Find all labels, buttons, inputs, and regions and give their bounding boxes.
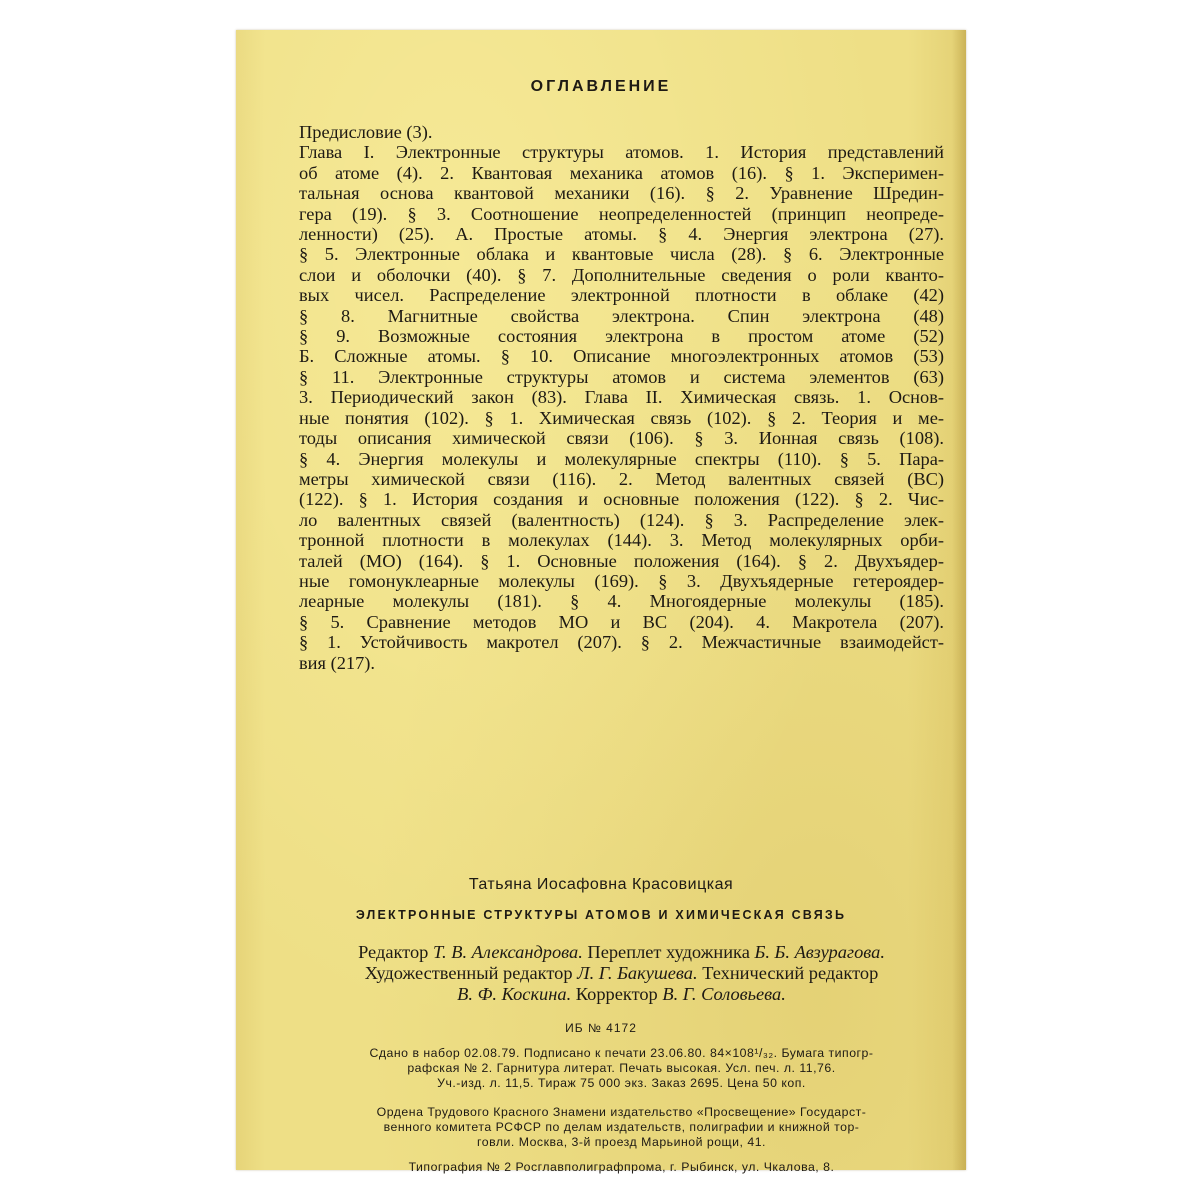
toc-line: ло валентных связей (валентность) (124). § 3. Распределение элек-	[299, 509, 944, 530]
toc-line: § 5. Сравнение методов МО и ВС (204). 4. Макротела (207).	[299, 611, 944, 632]
ib-number: ИБ № 4172	[565, 1021, 637, 1035]
credits-block	[299, 942, 944, 1005]
toc-line: слои и оболочки (40). § 7. Дополнительные сведения о роли кванто-	[299, 264, 944, 285]
credits-line	[299, 942, 944, 963]
toc-line: § 5. Электронные облака и квантовые числа (28). § 6. Электронные	[299, 244, 944, 265]
corrector-label: Корректор	[575, 984, 658, 1004]
editor-label: Редактор	[358, 942, 429, 962]
toc-line: ные гомонуклеарные молекулы (169). § 3. Двухъядерные гетероядер-	[299, 570, 944, 591]
publication-data-line: Сдано в набор 02.08.79. Подписано к печати 23.06.80. 84×108¹/₃₂. Бумага типогр-	[369, 1046, 874, 1060]
publisher-line: венного комитета РСФСР по делам издательств, полиграфии и книжной тор-	[383, 1120, 860, 1134]
book-page	[236, 30, 966, 1174]
binding-label: Переплет художника	[587, 942, 750, 962]
toc-line: § 11. Электронные структуры атомов и система элементов (63)	[299, 366, 944, 387]
author-name: Татьяна Иосафовна Красовицкая	[468, 876, 734, 893]
table-of-contents	[299, 122, 944, 673]
publication-data	[299, 1046, 944, 1091]
toc-line: ленности) (25). А. Простые атомы. § 4. Энергия электрона (27).	[299, 224, 944, 245]
toc-line: § 8. Магнитные свойства электрона. Спин электрона (48)	[299, 305, 944, 326]
publisher-info	[299, 1105, 944, 1150]
toc-line: § 4. Энергия молекулы и молекулярные спектры (110). § 5. Пара-	[299, 448, 944, 469]
toc-line: Глава I. Электронные структуры атомов. 1. История представлений	[299, 142, 944, 163]
publisher-line: говли. Москва, 3-й проезд Марьиной рощи, 41.	[477, 1135, 766, 1149]
toc-line: леарные молекулы (181). § 4. Многоядерные молекулы (185).	[299, 591, 944, 612]
tech-editor-name: В. Ф. Коскина.	[457, 984, 572, 1004]
book-title: ЭЛЕКТРОННЫЕ СТРУКТУРЫ АТОМОВ И ХИМИЧЕСКАЯ СВЯЗЬ	[355, 908, 847, 922]
toc-line: об атоме (4). 2. Квантовая механика атомов (16). § 1. Эксперимен-	[299, 162, 944, 183]
tech-editor-label: Технический редактор	[702, 963, 879, 983]
publisher-line: Ордена Трудового Красного Знамени издательство «Просвещение» Государст-	[376, 1105, 867, 1119]
toc-line: тоды описания химической связи (106). § 3. Ионная связь (108).	[299, 428, 944, 449]
toc-line: вых чисел. Распределение электронной плотности в облаке (42)	[299, 285, 944, 306]
toc-line: метры химической связи (116). 2. Метод валентных связей (ВС)	[299, 468, 944, 489]
toc-line: вия (217).	[299, 652, 376, 673]
toc-line: гера (19). § 3. Соотношение неопределенностей (принцип неопреде-	[299, 203, 944, 224]
art-editor-name: Л. Г. Бакушева.	[577, 963, 698, 983]
publication-data-line: Уч.-изд. л. 11,5. Тираж 75 000 экз. Заказ 2695. Цена 50 коп.	[437, 1076, 806, 1090]
page-heading: ОГЛАВЛЕНИЕ	[530, 78, 672, 95]
toc-line: талей (МО) (164). § 1. Основные положения (164). § 2. Двухъядер-	[299, 550, 944, 571]
publication-data-line: рафская № 2. Гарнитура литерат. Печать высокая. Усл. печ. л. 11,76.	[407, 1061, 836, 1075]
credits-line	[299, 984, 944, 1005]
page-fold-shadow	[952, 30, 966, 1170]
credits-line	[299, 963, 944, 984]
printer-info: Типография № 2 Росглавполиграфпрома, г. Рыбинск, ул. Чкалова, 8.	[408, 1160, 835, 1174]
toc-line: Предисловие (3).	[299, 122, 433, 142]
toc-line: Б. Сложные атомы. § 10. Описание многоэлектронных атомов (53)	[299, 346, 944, 367]
toc-line: 3. Периодический закон (83). Глава II. Химическая связь. 1. Основ-	[299, 387, 944, 408]
art-editor-label: Художественный редактор	[364, 963, 573, 983]
toc-line: § 1. Устойчивость макротел (207). § 2. Межчастичные взаимодейст-	[299, 632, 944, 653]
toc-line: тронной плотности в молекулах (144). 3. Метод молекулярных орби-	[299, 530, 944, 551]
toc-line: тальная основа квантовой механики (16). § 2. Уравнение Шредин-	[299, 183, 944, 204]
corrector-name: В. Г. Соловьева.	[662, 984, 786, 1004]
toc-line: (122). § 1. История создания и основные положения (122). § 2. Чис-	[299, 489, 944, 510]
binding-artist-name: Б. Б. Авзурагова.	[754, 942, 885, 962]
toc-line: § 9. Возможные состояния электрона в простом атоме (52)	[299, 326, 944, 347]
editor-name: Т. В. Александрова.	[432, 942, 583, 962]
toc-line: ные понятия (102). § 1. Химическая связь (102). § 2. Теория и ме-	[299, 407, 944, 428]
